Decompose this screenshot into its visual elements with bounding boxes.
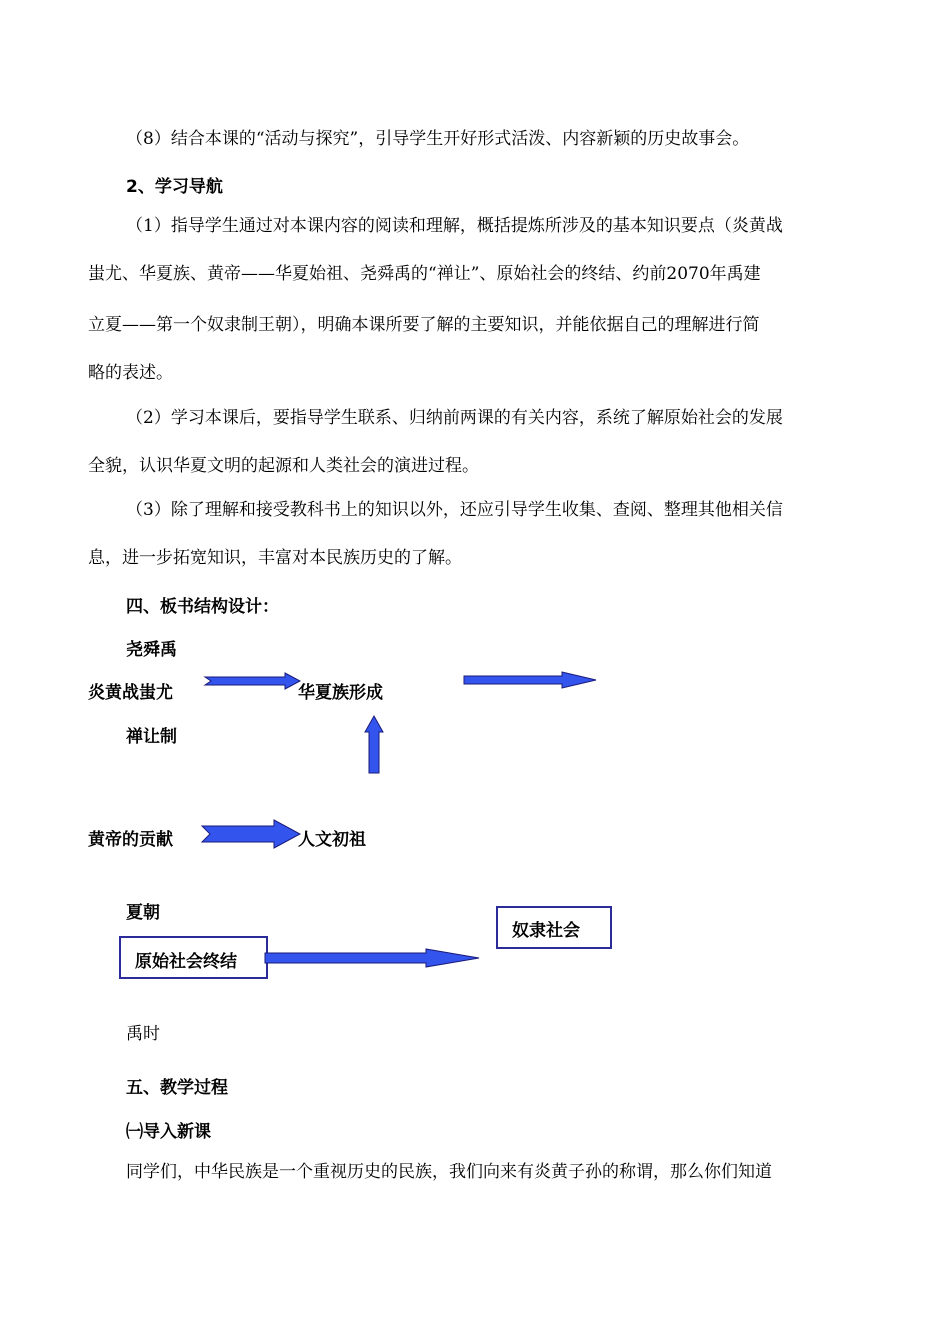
arrow-right-icon <box>202 820 300 848</box>
label-yanhuang: 炎黄战蚩尤 <box>88 683 173 703</box>
box-label-primitive-end: 原始社会终结 <box>135 952 237 972</box>
arrow-right-icon <box>265 949 479 967</box>
heading-teaching-process: 五、教学过程 <box>126 1078 228 1098</box>
paragraph-2-line-1: （2）学习本课后，要指导学生联系、归纳前两课的有关内容，系统了解原始社会的发展 <box>126 408 783 428</box>
box-label-slave-society: 奴隶社会 <box>512 921 580 941</box>
subheading-intro: ㈠导入新课 <box>126 1122 211 1142</box>
paragraph-1-line-2: 蚩尤、华夏族、黄帝——华夏始祖、尧舜禹的“禅让”、原始社会的终结、约前2070年禹建 <box>88 264 761 284</box>
label-yushi: 禹时 <box>126 1024 160 1044</box>
arrow-right-icon <box>205 673 300 689</box>
label-huangdi: 黄帝的贡献 <box>88 830 173 850</box>
heading-board-design: 四、板书结构设计： <box>126 597 279 617</box>
paragraph-1-line-3: 立夏——第一个奴隶制王朝），明确本课所要了解的主要知识，并能依据自己的理解进行简 <box>88 315 760 335</box>
paragraph-3-line-1: （3）除了理解和接受教科书上的知识以外，还应引导学生收集、查阅、整理其他相关信 <box>126 500 783 520</box>
arrow-right-icon <box>464 672 596 688</box>
label-xiachao: 夏朝 <box>126 903 160 923</box>
label-yaoshunyu: 尧舜禹 <box>126 640 177 660</box>
label-huaxia: 华夏族形成 <box>298 683 383 703</box>
label-renwen: 人文初祖 <box>298 830 366 850</box>
paragraph-1-line-1: （1）指导学生通过对本课内容的阅读和理解，概括提炼所涉及的基本知识要点（炎黄战 <box>126 216 783 236</box>
paragraph-3-line-2: 息，进一步拓宽知识，丰富对本民族历史的了解。 <box>88 548 462 568</box>
paragraph-1-line-4: 略的表述。 <box>88 363 173 383</box>
arrow-up-icon <box>365 716 383 773</box>
paragraph-2-line-2: 全貌，认识华夏文明的起源和人类社会的演进过程。 <box>88 456 479 476</box>
label-shanrang: 禅让制 <box>126 727 177 747</box>
heading-learning-nav: 2、学习导航 <box>126 177 223 197</box>
paragraph-intro: 同学们，中华民族是一个重视历史的民族，我们向来有炎黄子孙的称谓，那么你们知道 <box>126 1162 772 1182</box>
paragraph-8: （8）结合本课的“活动与探究”，引导学生开好形式活泼、内容新颖的历史故事会。 <box>126 129 750 149</box>
